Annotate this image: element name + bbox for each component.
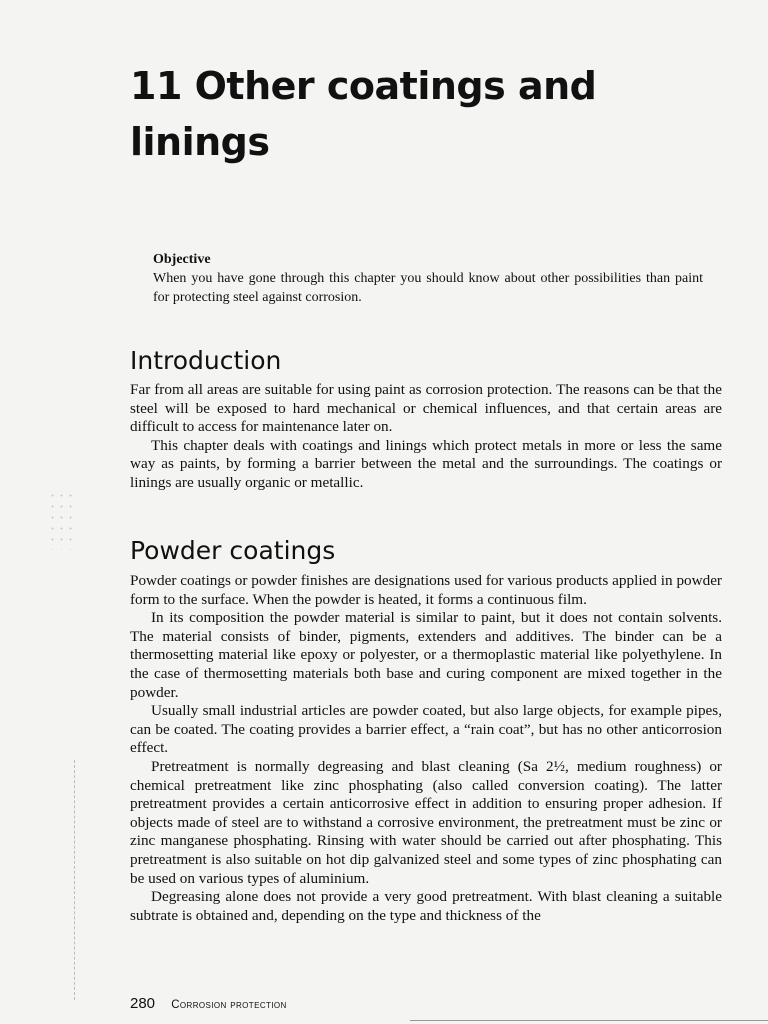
paragraph: In its composition the powder material is similar to paint, but it does not contain solvents. The material consists of binder, pigments, extenders and additives. The binder can be a thermosetting material like epoxy or polyester, or a thermoplastic material like polyethylene. In the case of thermosetting materials both base and curing component are mixed together in the powder. [130, 609, 722, 701]
objective-heading: Objective [153, 252, 211, 267]
running-title: Corrosion protection [171, 999, 287, 1011]
page-number: 280 [130, 995, 156, 1012]
section-heading-powder-coatings: Powder coatings [130, 536, 336, 565]
footer-rule [410, 1020, 768, 1021]
paragraph: Degreasing alone does not provide a very good pretreatment. With blast cleaning a suitable subtrate is obtained and, depending on the type and thickness of the [130, 888, 722, 924]
paragraph: Powder coatings or powder finishes are designations used for various products applied in powder form to the surface. When the powder is heated, it forms a continuous film. [130, 572, 722, 608]
objective-text: When you have gone through this chapter you should know about other possibilities than paint for protecting steel against corrosion. [153, 271, 703, 305]
objective-box [153, 250, 703, 307]
paragraph: Pretreatment is normally degreasing and blast cleaning (Sa 2½, medium roughness) or chemical pretreatment like zinc phosphating (also called conversion coating). The latter pretreatment provides a certain anticorrosive effect in addition to ensuring proper adhesion. If objects made of steel are to withstand a corrosive environment, the pretreatment must be zinc or zinc manganese phosphating. Rinsing with water should be carried out after phosphating. This pretreatment is also suitable on hot dip galvanized steel and some types of zinc phosphating can be used on various types of aluminium. [130, 757, 722, 887]
section-heading-introduction: Introduction [130, 346, 282, 375]
scan-edge-line [74, 760, 77, 1000]
powder-coatings-body [130, 572, 722, 925]
chapter-title: 11 Other coatings and linings [130, 64, 597, 164]
paragraph: Usually small industrial articles are powder coated, but also large objects, for example pipes, can be coated. The coating provides a barrier effect, a “rain coat”, but has no other anticorrosion effect. [130, 702, 722, 757]
paragraph: This chapter deals with coatings and linings which protect metals in more or less the same way as paints, by forming a barrier between the metal and the surroundings. The coatings or linings are usually organic or metallic. [130, 436, 722, 491]
paragraph: Far from all areas are suitable for using paint as corrosion protection. The reasons can be that the steel will be exposed to hard mechanical or chemical influences, and that certain areas are difficult to access for maintenance later on. [130, 381, 722, 436]
page-footer [130, 995, 287, 1012]
introduction-body [130, 381, 722, 493]
scan-noise [48, 490, 78, 550]
